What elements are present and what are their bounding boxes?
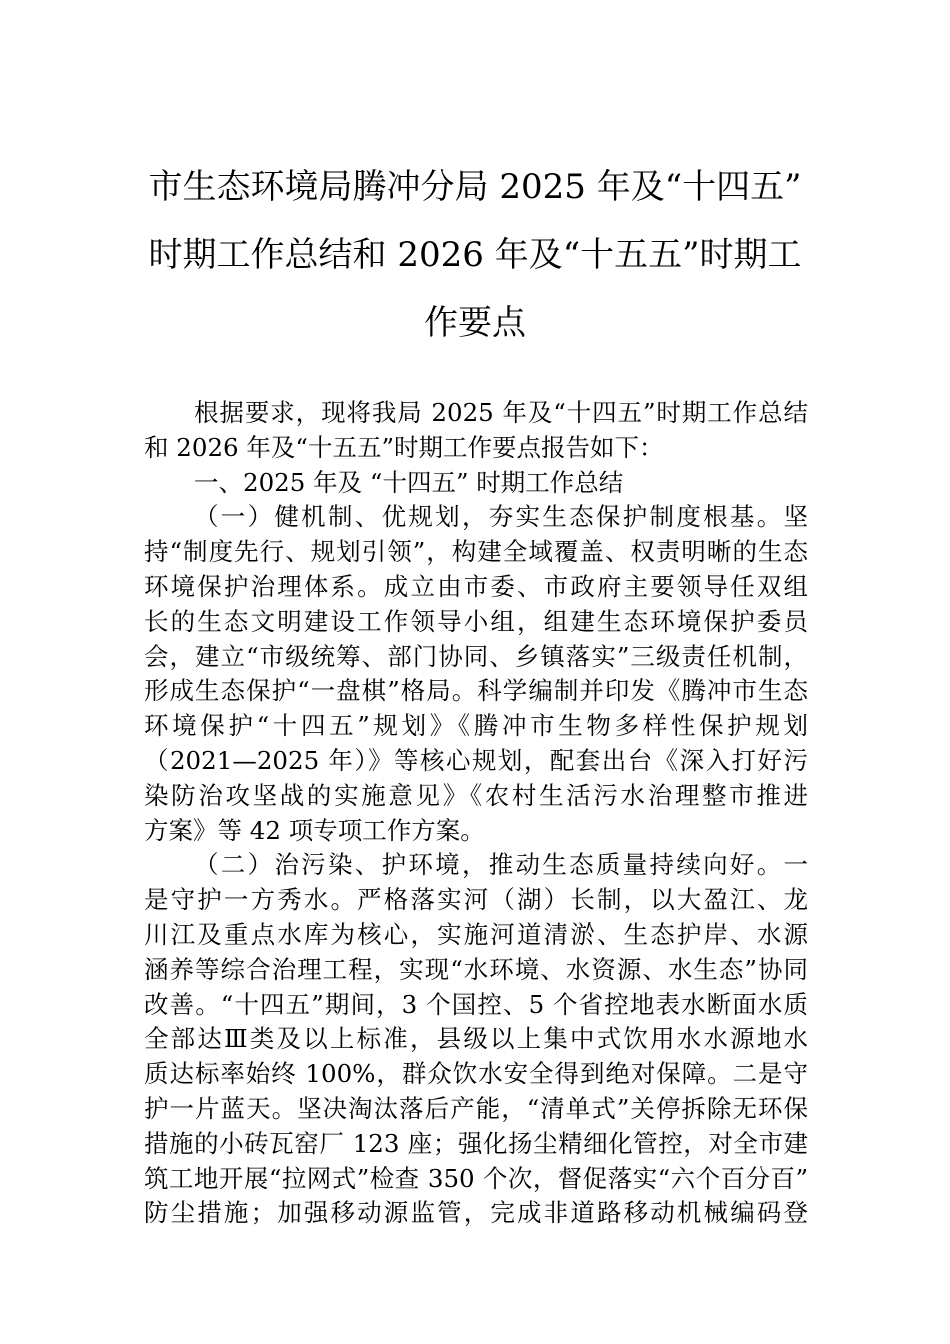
text-line: 是守护一方秀水。严格落实河（湖）长制，以大盈江、龙 [144,885,808,915]
paragraph-pollution-control [144,848,808,1231]
intro-paragraph [144,396,808,466]
text-line: 涵养等综合治理工程，实现“水环境、水资源、水生态”协同 [144,954,808,984]
section-heading: 一、2025 年及 “十四五” 时期工作总结 [194,467,624,497]
text-line: （二）治污染、护环境，推动生态质量持续向好。一 [194,850,808,880]
text-line: 川江及重点水库为核心，实施河道清淤、生态护岸、水源 [144,919,808,949]
text-line: 护一片蓝天。坚决淘汰落后产能，“清单式”关停拆除无环保 [144,1093,808,1123]
text-line: 环境保护治理体系。成立由市委、市政府主要领导任双组 [144,571,808,601]
text-line: 措施的小砖瓦窑厂 123 座；强化扬尘精细化管控，对全市建 [144,1128,808,1158]
text-line: 持“制度先行、规划引领”，构建全域覆盖、权责明晰的生态 [144,537,808,567]
text-line: 质达标率始终 100%，群众饮水安全得到绝对保障。二是守 [144,1059,808,1089]
title-line: 市生态环境局腾冲分局 2025 年及“十四五” [148,167,802,207]
document-title [140,160,810,364]
text-line: （一）健机制、优规划，夯实生态保护制度根基。坚 [194,502,808,532]
title-line: 时期工作总结和 2026 年及“十五五”时期工 [148,235,802,275]
text-line: 方案》等 42 项专项工作方案。 [144,815,485,845]
text-line: 和 2026 年及“十五五”时期工作要点报告如下： [144,432,664,462]
text-line: 全部达Ⅲ类及以上标准，县级以上集中式饮用水水源地水 [144,1024,808,1054]
text-line: （2021—2025 年）》等核心规划，配套出台《深入打好污 [144,745,808,775]
text-line: 筑工地开展“拉网式”检查 350 个次，督促落实“六个百分百” [144,1163,808,1193]
text-line: 改善。“十四五”期间，3 个国控、5 个省控地表水断面水质 [144,989,808,1019]
document-body [144,396,808,1231]
title-line: 作要点 [424,303,526,343]
text-line: 会，建立“市级统筹、部门协同、乡镇落实”三级责任机制， [144,641,808,671]
text-line: 形成生态保护“一盘棋”格局。科学编制并印发《腾冲市生态 [144,676,808,706]
text-line: 染防治攻坚战的实施意见》《农村生活污水治理整市推进 [144,780,808,810]
text-line: 长的生态文明建设工作领导小组，组建生态环境保护委员 [144,606,808,636]
text-line: 环境保护“十四五”规划》《腾冲市生物多样性保护规划 [144,711,808,741]
paragraph-institutions [144,500,808,848]
text-line: 根据要求，现将我局 2025 年及“十四五”时期工作总结 [194,398,808,427]
text-line: 防尘措施；加强移动源监管，完成非道路移动机械编码登 [144,1198,808,1228]
